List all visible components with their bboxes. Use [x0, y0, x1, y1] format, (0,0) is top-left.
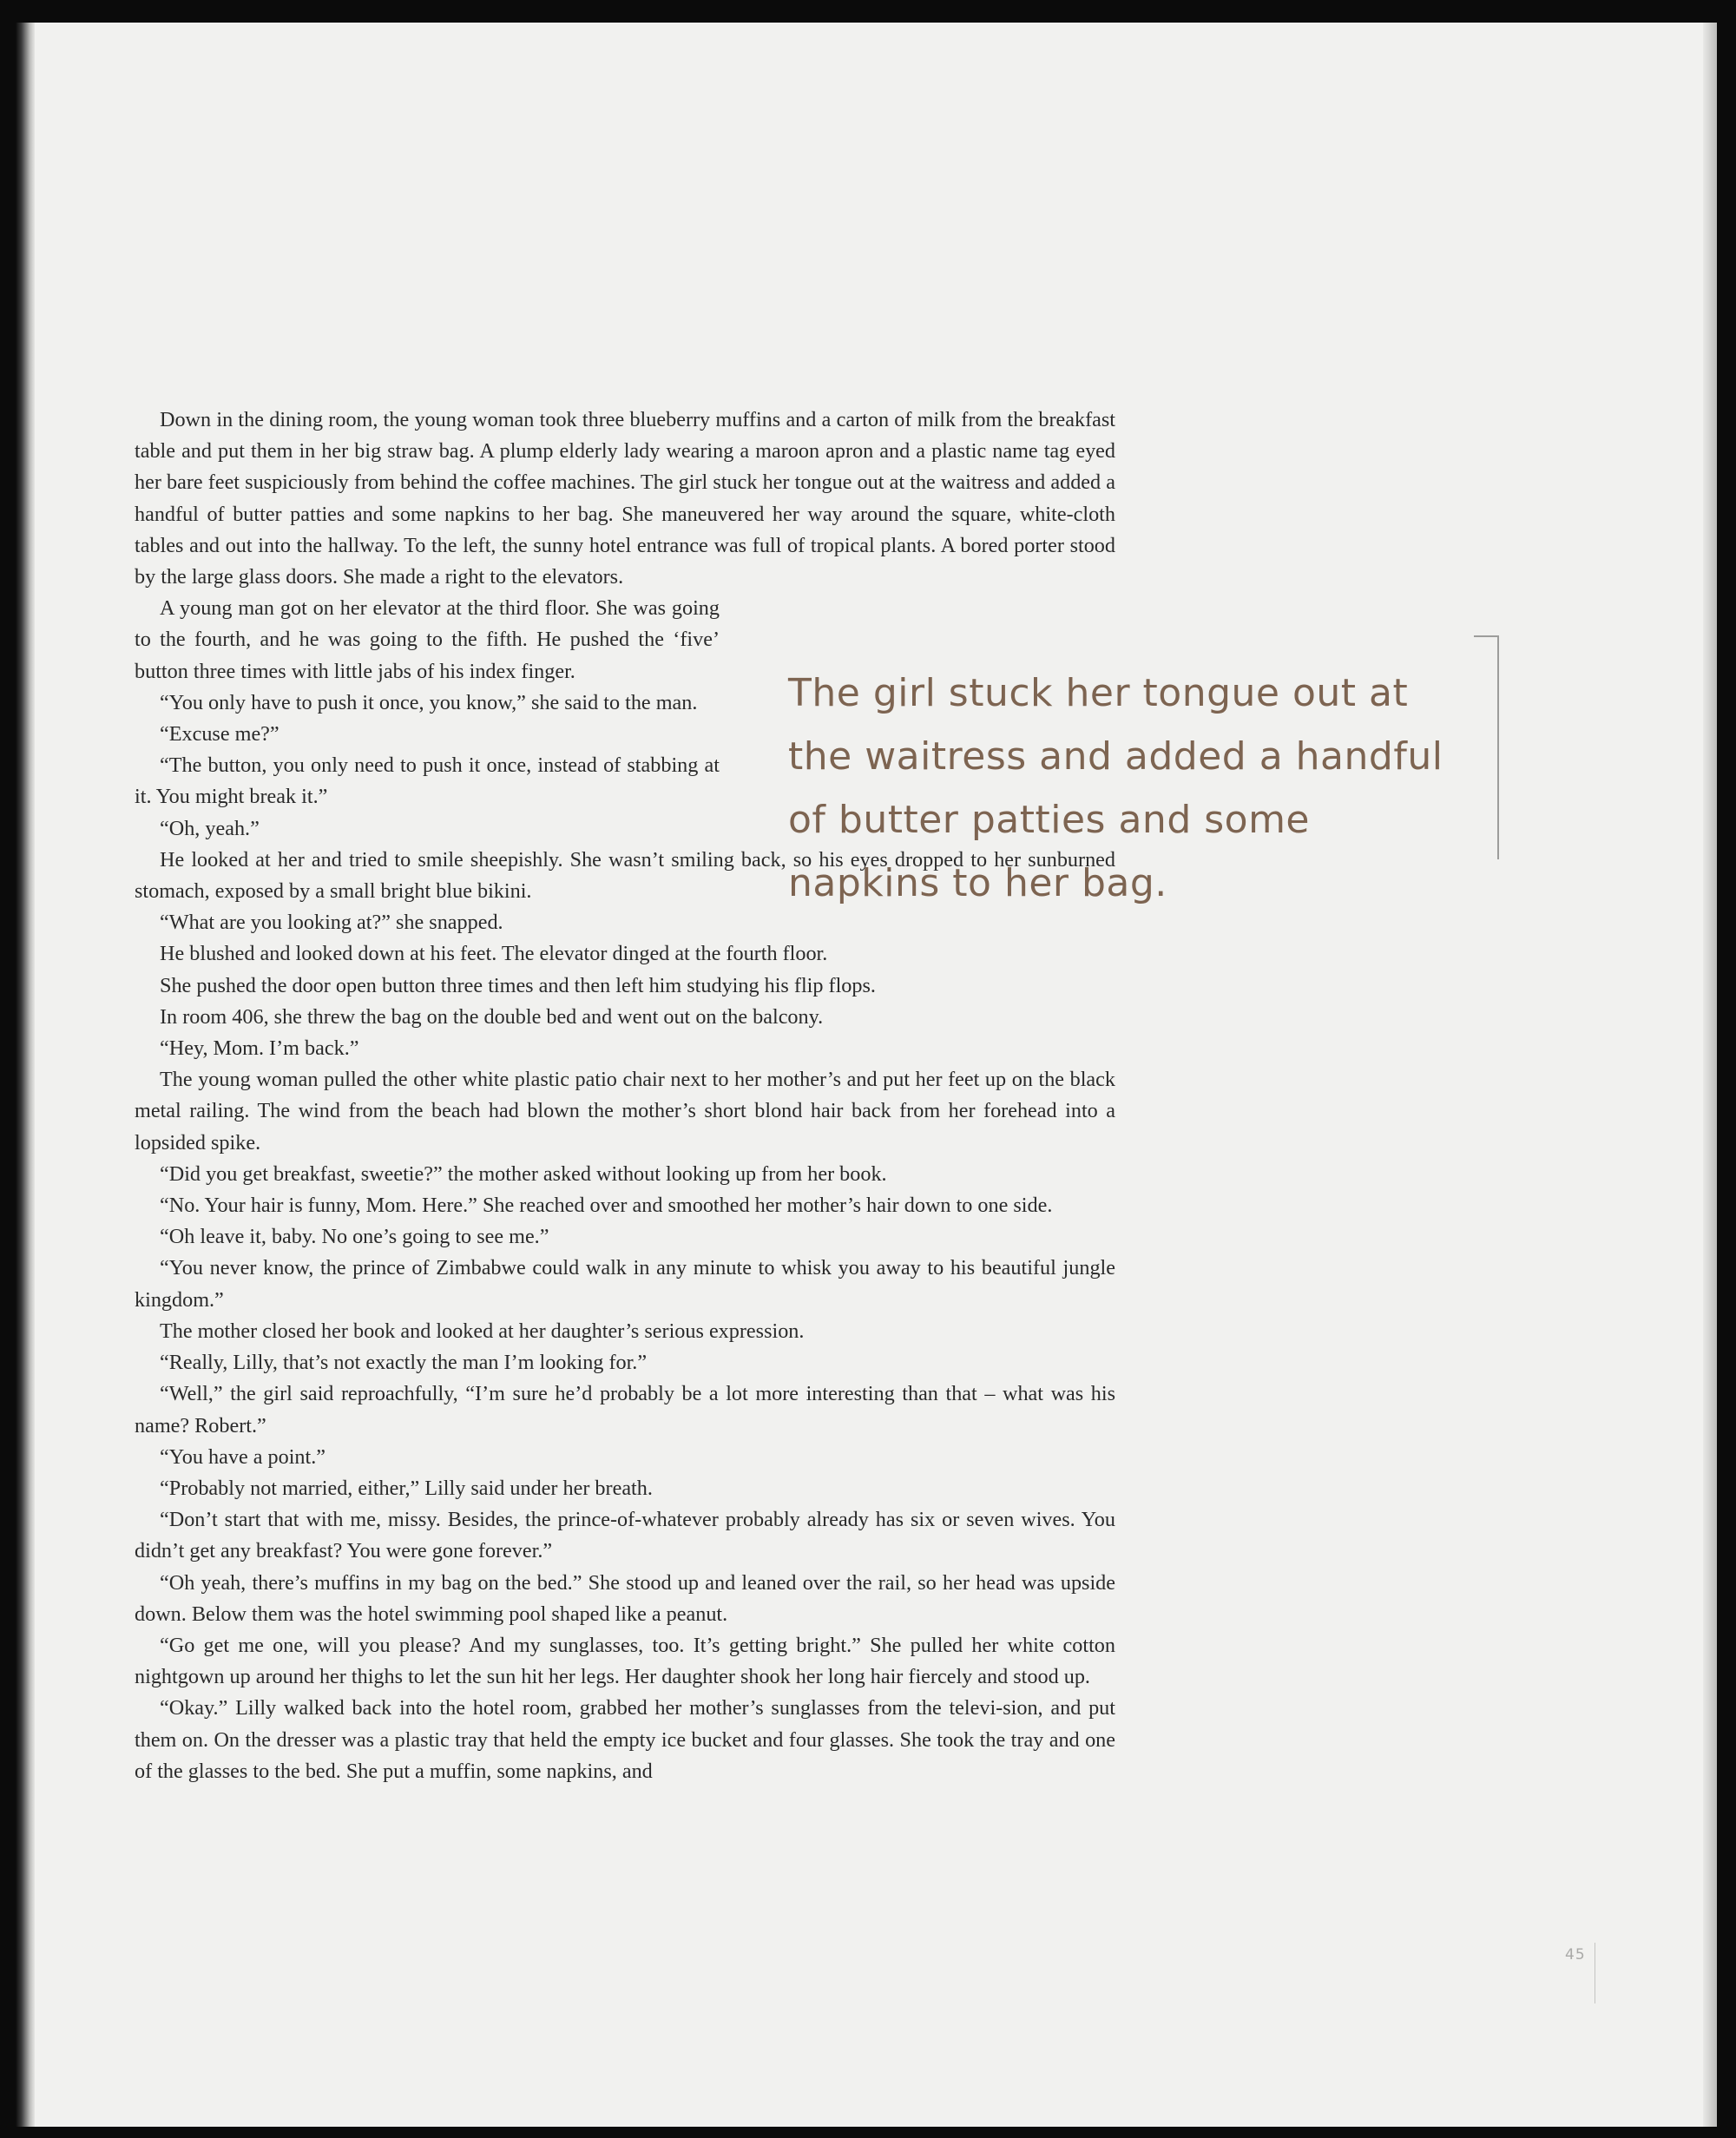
paragraph: The mother closed her book and looked at her daughter’s serious expression.	[160, 1319, 805, 1343]
paragraph: She pushed the door open button three times and then left him studying his flip flops.	[160, 973, 876, 997]
paragraph: “Really, Lilly, that’s not exactly the man I’m looking for.”	[160, 1351, 648, 1375]
paragraph: “You have a point.”	[160, 1444, 326, 1469]
paragraph: “Oh yeah, there’s muffins in my bag on the bed.” She stood up and leaned over the rail, so her head was upside down. Below them was the hotel swimming pool shaped like a peanut.	[135, 1570, 1115, 1626]
paragraph: “Excuse me?”	[160, 722, 279, 747]
paragraph: “Well,” the girl said reproachfully, “I’m sure he’d probably be a lot more interesting than that – what was his name? Robert.”	[135, 1382, 1115, 1437]
paragraph: “The button, you only need to push it once, instead of stabbing at it. You might break it.”	[135, 753, 720, 809]
paragraph: A young man got on her elevator at the third floor. She was going to the fourth, and he was going to the fifth. He pushed the ‘five’ button three times with little jabs of his index finger.	[135, 596, 720, 683]
pull-quote-rule	[1497, 635, 1499, 859]
paragraph: In room 406, she threw the bag on the double bed and went out on the balcony.	[160, 1004, 824, 1029]
paragraph: “What are you looking at?” she snapped.	[160, 911, 503, 935]
paragraph: “Go get me one, will you please? And my sunglasses, too. It’s getting bright.” She pulled her white cotton nightgown up around her thighs to let the sun hit her legs. Her daughter shook her long hair fiercely and stood up.	[135, 1633, 1115, 1689]
book-spine-shadow	[16, 23, 35, 2127]
paragraph: “Probably not married, either,” Lilly said under her breath.	[160, 1476, 653, 1500]
paragraph: He blushed and looked down at his feet. The elevator dinged at the fourth floor.	[160, 942, 828, 966]
paragraph: The young woman pulled the other white plastic patio chair next to her mother’s and put her feet up on the black metal railing. The wind from the beach had blown the mother’s short blond hair back from her forehead into a lopsided spike.	[135, 1068, 1115, 1155]
pull-quote: The girl stuck her tongue out at the waitress and added a handful of butter patties and some napkins to her bag.	[788, 671, 1443, 905]
paragraph: “You never know, the prince of Zimbabwe could walk in any minute to whisk you away to his beautiful jungle kingdom.”	[135, 1256, 1115, 1312]
paragraph: “Hey, Mom. I’m back.”	[160, 1036, 359, 1061]
paragraph: “Did you get breakfast, sweetie?” the mother asked without looking up from her book.	[160, 1161, 887, 1186]
page-number: 45	[1565, 1946, 1586, 1964]
paragraph: “Okay.” Lilly walked back into the hotel room, grabbed her mother’s sunglasses from the televi-sion, and put them on. On the dresser was a plastic tray that held the empty ice bucket and four glasses. She took the tray and one of the glasses to the bed. She put a muffin, some napkins, and	[135, 1696, 1115, 1783]
pull-quote-tick	[1474, 635, 1499, 637]
paragraph: “Oh, yeah.”	[160, 816, 260, 840]
paragraph: He looked at her and tried to smile sheepishly. She wasn’t smiling back, so his eyes dropped to her sunburned stomach, exposed by a small bright blue bikini.	[135, 847, 1115, 904]
paragraph: “You only have to push it once, you know,” she said to the man.	[160, 690, 698, 714]
paragraph: “No. Your hair is funny, Mom. Here.” She reached over and smoothed her mother’s hair down to one side.	[160, 1194, 1053, 1218]
story-text	[135, 405, 1115, 1787]
paragraph: “Don’t start that with me, missy. Besides, the prince-of-whatever probably already has six or seven wives. You didn’t get any breakfast? You were gone forever.”	[135, 1508, 1115, 1563]
paragraph: “Oh leave it, baby. No one’s going to see me.”	[160, 1225, 549, 1249]
page-edge	[1703, 23, 1717, 2127]
paragraph: Down in the dining room, the young woman took three blueberry muffins and a carton of milk from the breakfast table and put them in her big straw bag. A plump elderly lady wearing a maroon apron and a plastic name tag eyed her bare feet suspiciously from behind the coffee machines. The girl stuck her tongue out at the waitress and added a handful of butter patties and some napkins to her bag. She maneuvered her way around the square, white-cloth tables and out into the hallway. To the left, the sunny hotel entrance was full of tropical plants. A bored porter stood by the large glass doors. She made a right to the elevators.	[135, 408, 1115, 589]
